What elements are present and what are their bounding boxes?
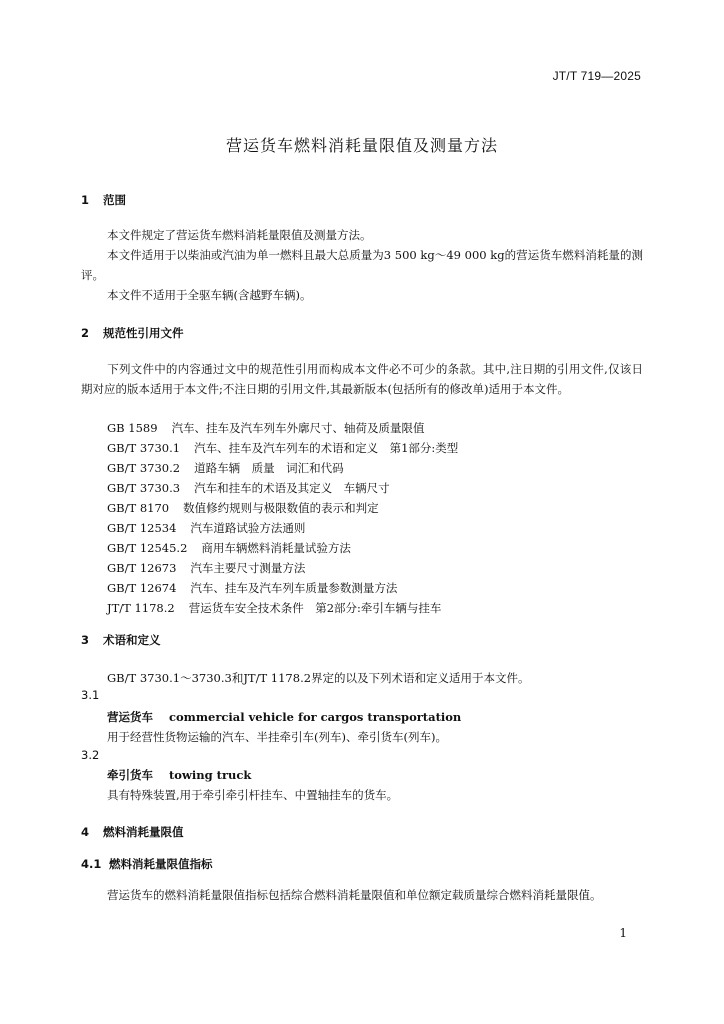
- paragraph: 本文件不适用于全驱车辆(含越野车辆)。: [107, 288, 312, 302]
- standard-code: JT/T 719—2025: [552, 69, 641, 83]
- section-2-heading: [81, 325, 184, 341]
- reference-item: GB/T 3730.1 汽车、挂车及汽车列车的术语和定义 第1部分:类型: [107, 441, 459, 455]
- reference-item: GB/T 3730.3 汽车和挂车的术语及其定义 车辆尺寸: [107, 481, 390, 495]
- reference-item: GB/T 12534 汽车道路试验方法通则: [107, 521, 306, 535]
- section-1-heading: [81, 192, 126, 208]
- section-title: 规范性引用文件: [103, 326, 184, 340]
- section-number: 2: [81, 326, 90, 340]
- subsection-number: 4.1: [81, 857, 102, 871]
- term-entry: [107, 709, 461, 725]
- term-number: 3.2: [81, 748, 100, 762]
- reference-item: GB 1589 汽车、挂车及汽车列车外廓尺寸、轴荷及质量限值: [107, 421, 425, 435]
- document-title: 营运货车燃料消耗量限值及测量方法: [225, 136, 498, 155]
- term-entry: [107, 767, 251, 783]
- subsection-heading: [81, 856, 213, 872]
- section-title: 术语和定义: [103, 633, 161, 647]
- reference-item: JT/T 1178.2 营运货车安全技术条件 第2部分:牵引车辆与挂车: [107, 601, 442, 615]
- section-title: 燃料消耗量限值: [103, 825, 184, 839]
- term-english: commercial vehicle for cargos transportation: [169, 710, 462, 724]
- paragraph: 营运货车的燃料消耗量限值指标包括综合燃料消耗量限值和单位额定载质量综合燃料消耗量限值。: [107, 888, 602, 902]
- paragraph: GB/T 3730.1～3730.3和JT/T 1178.2界定的以及下列术语和定义适用于本文件。: [107, 671, 530, 685]
- section-4-heading: [81, 824, 184, 840]
- term-definition: 用于经营性货物运输的汽车、半挂牵引车(列车)、牵引货车(列车)。: [107, 730, 447, 744]
- section-title: 范围: [103, 193, 126, 207]
- term-chinese: 营运货车: [107, 710, 153, 724]
- section-number: 4: [81, 825, 90, 839]
- section-3-heading: [81, 632, 161, 648]
- section-number: 1: [81, 193, 90, 207]
- section-number: 3: [81, 633, 90, 647]
- page-number: 1: [619, 926, 627, 940]
- subsection-title: 燃料消耗量限值指标: [109, 857, 213, 871]
- reference-item: GB/T 8170 数值修约规则与极限数值的表示和判定: [107, 501, 379, 515]
- paragraph: 本文件规定了营运货车燃料消耗量限值及测量方法。: [107, 228, 372, 242]
- term-definition: 具有特殊装置,用于牵引牵引杆挂车、中置轴挂车的货车。: [107, 788, 399, 802]
- term-chinese: 牵引货车: [107, 768, 153, 782]
- reference-item: GB/T 12673 汽车主要尺寸测量方法: [107, 561, 306, 575]
- term-english: towing truck: [169, 768, 252, 782]
- reference-item: GB/T 12674 汽车、挂车及汽车列车质量参数测量方法: [107, 581, 398, 595]
- paragraph: 下列文件中的内容通过文中的规范性引用而构成本文件必不可少的条款。其中,注日期的引用文件,仅该日期对应的版本适用于本文件;不注日期的引用文件,其最新版本(包括所有的修改单)适用于本文件。: [81, 362, 643, 396]
- reference-item: GB/T 12545.2 商用车辆燃料消耗量试验方法: [107, 541, 351, 555]
- term-number: 3.1: [81, 688, 100, 702]
- paragraph: 本文件适用于以柴油或汽油为单一燃料且最大总质量为3 500 kg～49 000 kg的营运货车燃料消耗量的测评。: [81, 248, 643, 282]
- reference-item: GB/T 3730.2 道路车辆 质量 词汇和代码: [107, 461, 344, 475]
